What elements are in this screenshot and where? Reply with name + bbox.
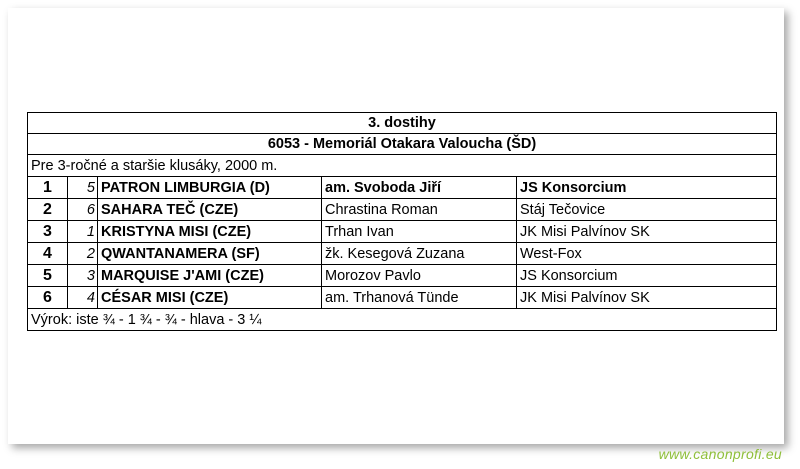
horse-cell: CÉSAR MISI (CZE) — [98, 287, 322, 309]
owner-cell: JS Konsorcium — [517, 177, 777, 199]
watermark: www.canonprofi.eu — [658, 446, 782, 462]
owner-cell: West-Fox — [517, 243, 777, 265]
result-row — [28, 221, 777, 243]
jockey-cell: Morozov Pavlo — [322, 265, 517, 287]
race-conditions-row — [28, 155, 777, 177]
horse-cell: QWANTANAMERA (SF) — [98, 243, 322, 265]
race-name-row — [28, 134, 777, 155]
owner-cell: JK Misi Palvínov SK — [517, 287, 777, 309]
start-number-cell: 6 — [68, 199, 98, 221]
start-number-cell: 2 — [68, 243, 98, 265]
jockey-cell: žk. Kesegová Zuzana — [322, 243, 517, 265]
horse-cell: MARQUISE J'AMI (CZE) — [98, 265, 322, 287]
race-margins: Výrok: iste ¾ - 1 ¾ - ¾ - hlava - 3 ¼ — [28, 309, 777, 331]
result-row — [28, 287, 777, 309]
jockey-cell: Trhan Ivan — [322, 221, 517, 243]
place-cell: 5 — [28, 265, 68, 287]
race-results-table — [27, 112, 777, 331]
result-row — [28, 265, 777, 287]
jockey-cell: am. Trhanová Tünde — [322, 287, 517, 309]
start-number-cell: 5 — [68, 177, 98, 199]
race-margins-row — [28, 309, 777, 331]
place-cell: 2 — [28, 199, 68, 221]
result-row — [28, 243, 777, 265]
race-name: 6053 - Memoriál Otakara Valoucha (ŠD) — [28, 134, 777, 155]
place-cell: 3 — [28, 221, 68, 243]
jockey-cell: Chrastina Roman — [322, 199, 517, 221]
start-number-cell: 4 — [68, 287, 98, 309]
horse-cell: PATRON LIMBURGIA (D) — [98, 177, 322, 199]
race-heading-row — [28, 113, 777, 134]
start-number-cell: 1 — [68, 221, 98, 243]
jockey-cell: am. Svoboda Jiří — [322, 177, 517, 199]
result-row — [28, 177, 777, 199]
result-row — [28, 199, 777, 221]
owner-cell: Stáj Tečovice — [517, 199, 777, 221]
place-cell: 6 — [28, 287, 68, 309]
place-cell: 4 — [28, 243, 68, 265]
horse-cell: KRISTYNA MISI (CZE) — [98, 221, 322, 243]
race-conditions: Pre 3-ročné a staršie klusáky, 2000 m. — [28, 155, 777, 177]
owner-cell: JK Misi Palvínov SK — [517, 221, 777, 243]
place-cell: 1 — [28, 177, 68, 199]
start-number-cell: 3 — [68, 265, 98, 287]
race-heading: 3. dostihy — [28, 113, 777, 134]
owner-cell: JS Konsorcium — [517, 265, 777, 287]
horse-cell: SAHARA TEČ (CZE) — [98, 199, 322, 221]
